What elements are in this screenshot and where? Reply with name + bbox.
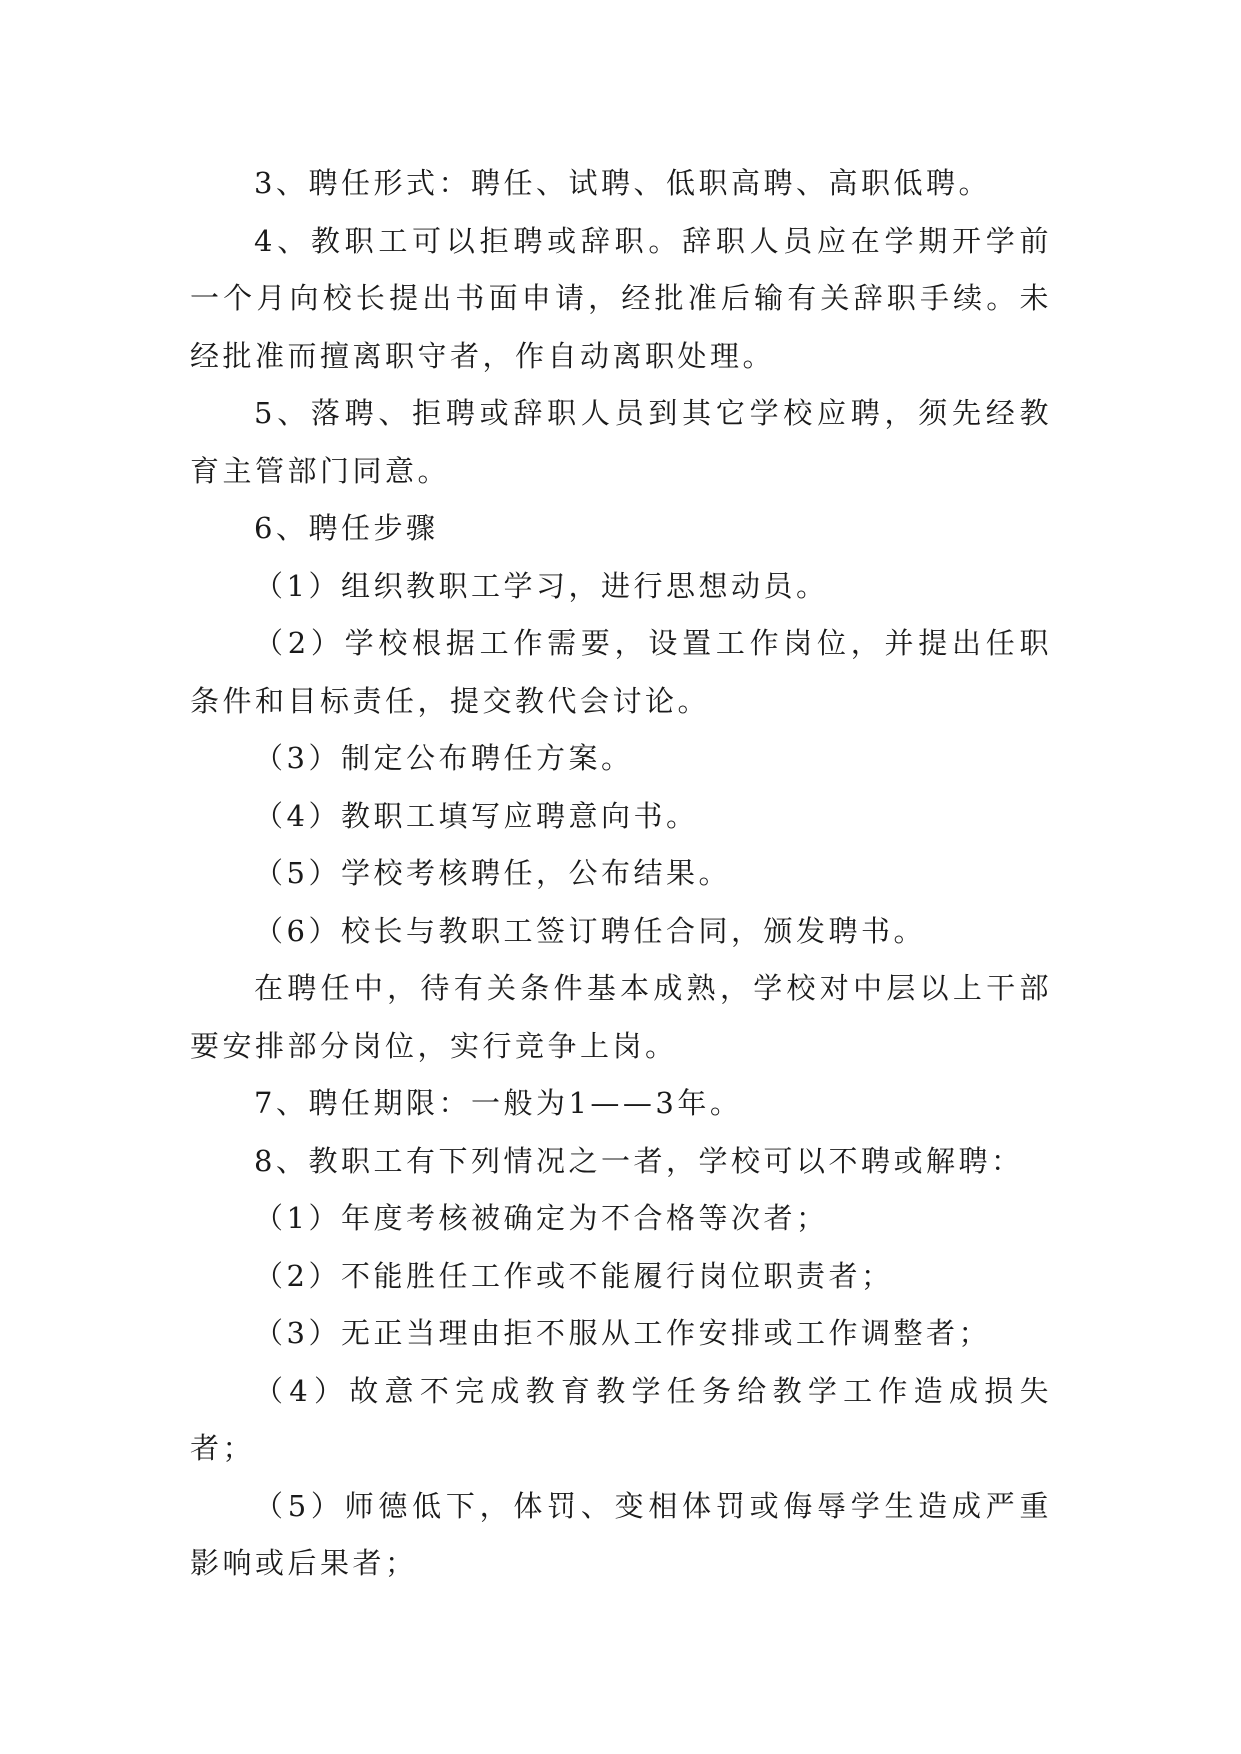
paragraph-5-reapply: 5、落聘、拒聘或辞职人员到其它学校应聘，须先经教育主管部门同意。 (190, 396, 1052, 488)
paragraph-3-form: 3、聘任形式：聘任、试聘、低职高聘、高职低聘。 (254, 166, 991, 200)
document-body (190, 155, 1052, 1593)
step-4: （4）教职工填写应聘意向书。 (254, 798, 699, 833)
paragraph-7-term: 7、聘任期限：一般为1——3年。 (254, 1086, 743, 1120)
dismissal-item-5: （5）师德低下，体罚、变相体罚或侮辱学生造成严重影响或后果者； (190, 1488, 1052, 1580)
step-5: （5）学校考核聘任，公布结果。 (254, 856, 731, 890)
step-6: （6）校长与教职工签订聘任合同，颁发聘书。 (254, 913, 926, 948)
paragraph-8-dismissal-heading: 8、教职工有下列情况之一者，学校可以不聘或解聘： (254, 1143, 1024, 1178)
paragraph-6-steps-heading: 6、聘任步骤 (254, 511, 439, 545)
dismissal-item-1: （1）年度考核被确定为不合格等次者； (254, 1201, 829, 1235)
step-3: （3）制定公布聘任方案。 (254, 741, 634, 775)
dismissal-item-4: （4）故意不完成教育教学任务给教学工作造成损失者； (190, 1373, 1052, 1465)
step-1: （1）组织教职工学习，进行思想动员。 (254, 568, 829, 603)
dismissal-item-3: （3）无正当理由拒不服从工作安排或工作调整者； (254, 1316, 991, 1350)
dismissal-item-2: （2）不能胜任工作或不能履行岗位职责者； (254, 1258, 894, 1293)
step-2: （2）学校根据工作需要，设置工作岗位，并提出任职条件和目标责任，提交教代会讨论。 (190, 626, 1052, 718)
paragraph-4-resignation: 4、教职工可以拒聘或辞职。辞职人员应在学期开学前一个月向校长提出书面申请，经批准后输有关辞职手续。未经批准而擅离职守者，作自动离职处理。 (190, 223, 1052, 373)
paragraph-competition: 在聘任中，待有关条件基本成熟，学校对中层以上干部要安排部分岗位，实行竞争上岗。 (190, 971, 1052, 1063)
